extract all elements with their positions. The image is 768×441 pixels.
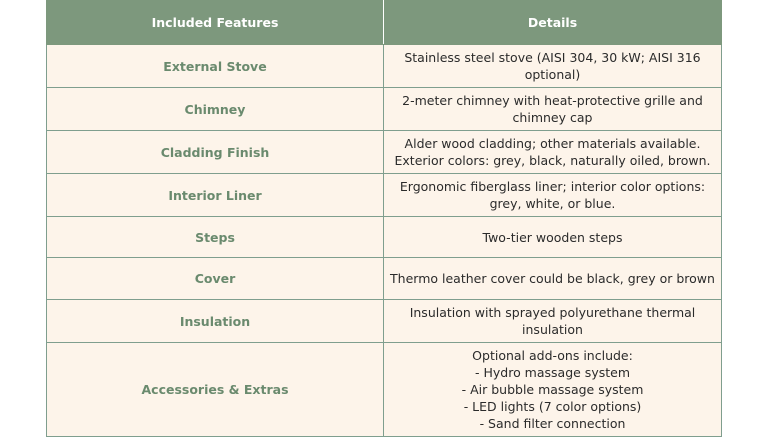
details-cell [384, 217, 722, 258]
details-line: 2-meter chimney with heat-protective grille and [402, 93, 703, 108]
header-included-features: Included Features [47, 1, 384, 45]
table-row [47, 174, 722, 217]
details-line: - Sand filter connection [479, 416, 626, 431]
table-row [47, 343, 722, 437]
details-line: Alder wood cladding; other materials available. [404, 136, 701, 151]
table-row [47, 88, 722, 131]
details-cell [384, 88, 722, 131]
details-cell [384, 131, 722, 174]
feature-cell: Insulation [47, 300, 384, 343]
details-line: - LED lights (7 color options) [463, 399, 642, 414]
details-line: grey, white, or blue. [489, 196, 616, 211]
table-row [47, 258, 722, 300]
details-cell [384, 343, 722, 437]
details-line: Exterior colors: grey, black, naturally oiled, brown. [394, 153, 711, 168]
feature-cell: Accessories & Extras [47, 343, 384, 437]
feature-cell: Interior Liner [47, 174, 384, 217]
table-row [47, 217, 722, 258]
details-line: - Air bubble massage system [461, 382, 644, 397]
details-cell [384, 258, 722, 300]
details-line: optional) [524, 67, 581, 82]
header-details: Details [384, 1, 722, 45]
details-cell [384, 300, 722, 343]
table-row [47, 131, 722, 174]
details-line: Two-tier wooden steps [482, 229, 623, 245]
details-line: Thermo leather cover could be black, grey or brown [390, 271, 715, 286]
details-line: - Hydro massage system [474, 365, 630, 380]
details-cell [384, 45, 722, 88]
feature-cell: Cover [47, 258, 384, 300]
details-line: chimney cap [512, 110, 593, 125]
table-row [47, 300, 722, 343]
features-table-container [46, 0, 721, 437]
table-header-row [47, 1, 722, 45]
features-table [46, 0, 722, 437]
feature-cell: Cladding Finish [47, 131, 384, 174]
feature-cell: Steps [47, 217, 384, 258]
details-line: Stainless steel stove (AISI 304, 30 kW; AISI 316 [404, 50, 701, 65]
details-line: Insulation with sprayed polyurethane thermal [409, 305, 696, 320]
table-row [47, 45, 722, 88]
details-line: Optional add-ons include: [472, 348, 633, 363]
feature-cell: Chimney [47, 88, 384, 131]
details-line: Ergonomic fiberglass liner; interior color options: [399, 179, 706, 194]
feature-cell: External Stove [47, 45, 384, 88]
details-cell [384, 174, 722, 217]
details-line: insulation [522, 322, 583, 337]
